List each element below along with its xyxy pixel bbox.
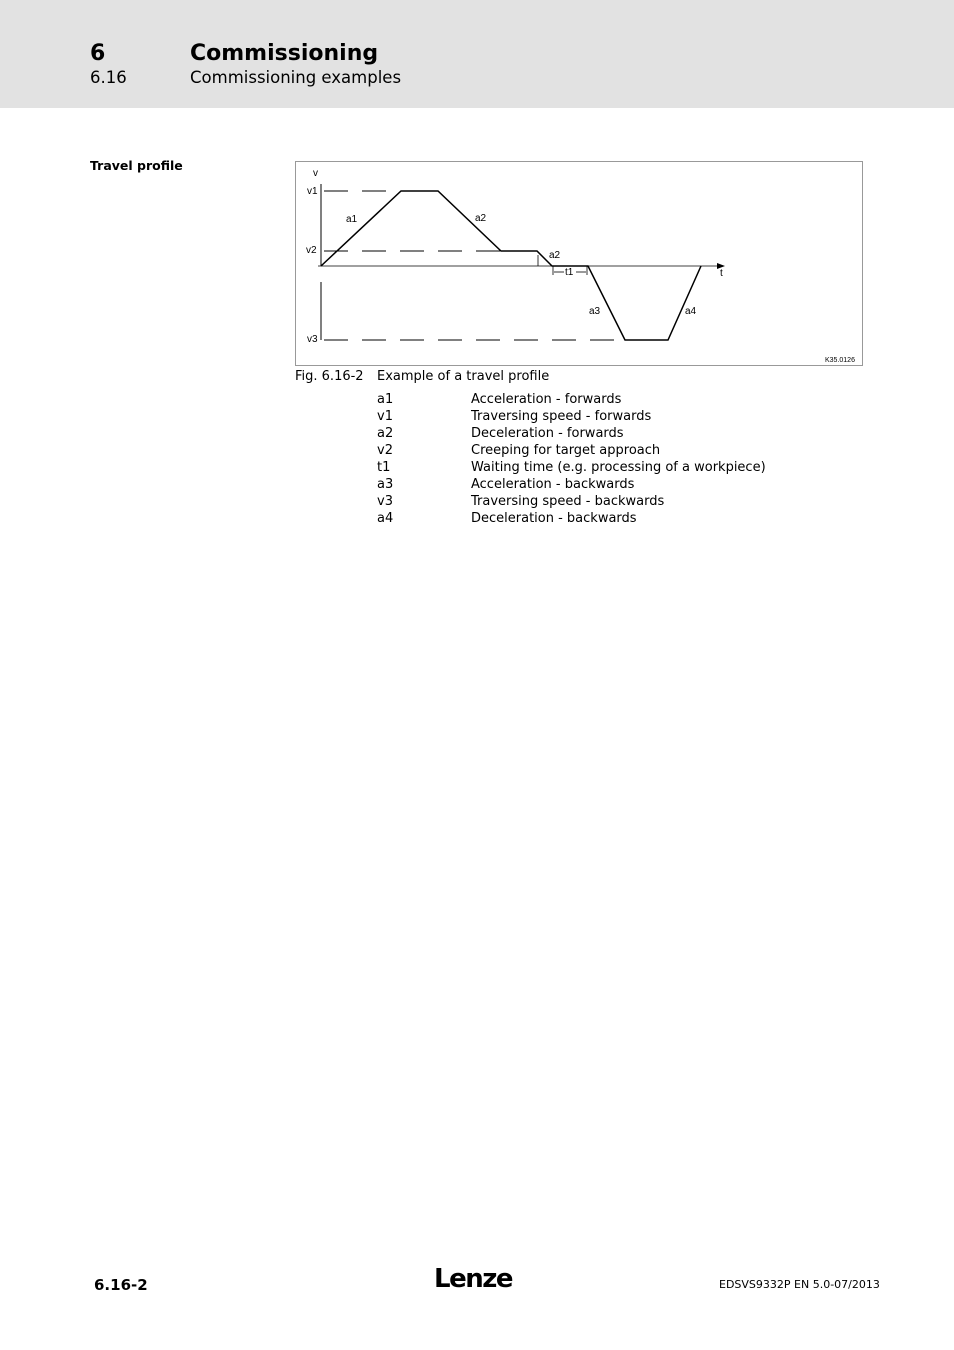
axis-v-label: v	[313, 168, 318, 179]
legend-description: Waiting time (e.g. processing of a workpiece)	[471, 460, 766, 475]
travel-profile-figure	[295, 161, 863, 366]
a3-label: a3	[589, 306, 601, 317]
v3-label: v3	[307, 334, 318, 345]
legend-item	[377, 510, 766, 527]
chapter-title: Commissioning	[190, 41, 379, 66]
legend-list	[377, 391, 766, 527]
figure-code: K35.0126	[825, 357, 855, 364]
legend-symbol: a2	[377, 426, 394, 441]
legend-item	[377, 425, 766, 442]
legend-symbol: t1	[377, 460, 391, 475]
a4-label: a4	[685, 306, 697, 317]
legend-description: Deceleration - forwards	[471, 426, 624, 441]
document-reference: EDSVS9332P EN 5.0-07/2013	[719, 1278, 880, 1291]
figure-caption-text: Example of a travel profile	[377, 369, 550, 384]
legend-symbol: v3	[377, 494, 393, 509]
legend-description: Deceleration - backwards	[471, 511, 637, 526]
legend-item	[377, 408, 766, 425]
legend-description: Traversing speed - backwards	[471, 494, 665, 509]
velocity-profile-curve	[321, 191, 701, 340]
legend-item	[377, 493, 766, 510]
section-title: Commissioning examples	[190, 68, 402, 87]
legend-symbol: a4	[377, 511, 394, 526]
legend-symbol: a1	[377, 392, 394, 407]
legend-item	[377, 459, 766, 476]
legend-description: Acceleration - backwards	[471, 477, 635, 492]
chapter-number: 6	[90, 41, 106, 66]
axis-t-label: t	[720, 268, 723, 279]
legend-item	[377, 442, 766, 459]
v1-label: v1	[307, 186, 318, 197]
page-number: 6.16-2	[94, 1276, 148, 1294]
side-label: Travel profile	[90, 158, 183, 173]
header-band	[0, 0, 954, 108]
a2-small-label: a2	[549, 250, 561, 261]
travel-profile-diagram	[296, 162, 864, 367]
legend-symbol: v1	[377, 409, 393, 424]
t1-label: t1	[565, 267, 574, 278]
section-number: 6.16	[90, 68, 127, 87]
legend-description: Acceleration - forwards	[471, 392, 622, 407]
lenze-logo: Lenze	[434, 1264, 512, 1294]
a1-label: a1	[346, 214, 358, 225]
legend-item	[377, 391, 766, 408]
legend-symbol: v2	[377, 443, 393, 458]
figure-caption-number: Fig. 6.16-2	[295, 369, 364, 384]
a2-top-label: a2	[475, 213, 487, 224]
v2-label: v2	[306, 245, 317, 256]
legend-symbol: a3	[377, 477, 394, 492]
legend-item	[377, 476, 766, 493]
legend-description: Creeping for target approach	[471, 443, 661, 458]
legend-description: Traversing speed - forwards	[471, 409, 652, 424]
